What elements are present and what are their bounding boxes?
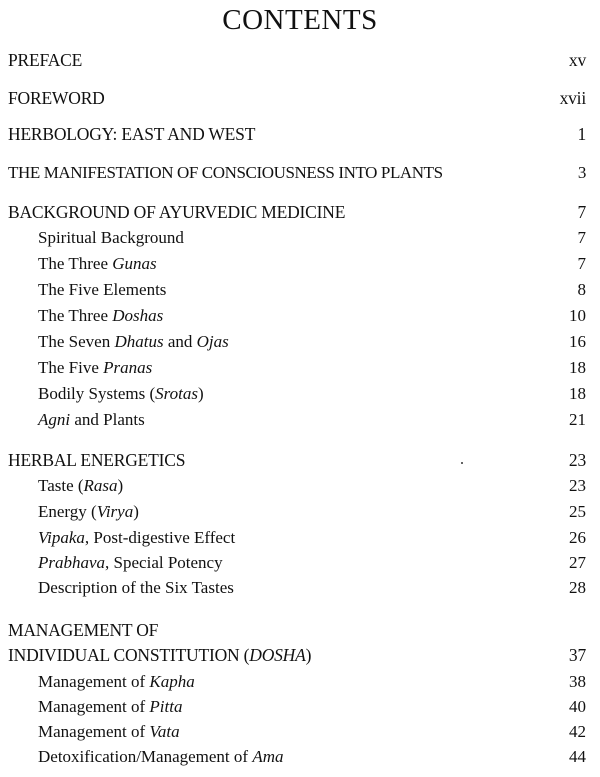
entry-label: The Three Doshas [38, 306, 164, 325]
toc-entry-herbal-energetics[interactable] [8, 450, 586, 474]
entry-page: 7 [577, 228, 586, 247]
entry-label: Prabhava, Special Potency [38, 553, 223, 572]
entry-label: HERBOLOGY: EAST AND WEST [8, 124, 256, 144]
entry-page: 23 [568, 450, 586, 470]
entry-page: 18 [569, 358, 586, 377]
entry-label: INDIVIDUAL CONSTITUTION (DOSHA) [8, 645, 312, 665]
entry-page: 10 [569, 306, 586, 325]
entry-label: Spiritual Background [38, 228, 184, 247]
toc-subentry[interactable] [38, 553, 586, 577]
entry-page: 28 [569, 578, 586, 597]
toc-subentry[interactable] [38, 697, 586, 721]
toc-subentry[interactable] [38, 228, 586, 252]
toc-subentry[interactable] [38, 747, 586, 771]
entry-label: Management of Kapha [38, 672, 195, 691]
toc-entry-manifestation[interactable] [8, 163, 586, 187]
entry-page: 26 [569, 528, 586, 547]
toc-subentry[interactable] [38, 384, 586, 408]
toc-subentry[interactable] [38, 332, 586, 356]
entry-label: THE MANIFESTATION OF CONSCIOUSNESS INTO PLANTS [8, 163, 443, 182]
entry-label: HERBAL ENERGETICS [8, 450, 186, 470]
toc-entry-management-heading: MANAGEMENT OF [8, 620, 159, 640]
entry-label: The Three Gunas [38, 254, 157, 273]
entry-page: 38 [569, 672, 586, 691]
entry-page: 1 [577, 124, 586, 144]
entry-label: The Five Pranas [38, 358, 153, 377]
entry-page: 21 [569, 410, 586, 429]
toc-subentry[interactable] [38, 476, 586, 500]
entry-page: 8 [577, 280, 586, 299]
entry-page: 23 [569, 476, 586, 495]
toc-subentry[interactable] [38, 528, 586, 552]
entry-label: Description of the Six Tastes [38, 578, 234, 597]
entry-label: Detoxification/Management of Ama [38, 747, 284, 766]
toc-subentry[interactable] [38, 254, 586, 278]
entry-page: 18 [569, 384, 586, 403]
toc-entry-herbology[interactable] [8, 124, 586, 148]
toc-subentry[interactable] [38, 672, 586, 696]
entry-page: 44 [569, 747, 586, 766]
entry-page: 37 [568, 645, 586, 665]
entry-label: Energy (Virya) [38, 502, 139, 521]
page-title: CONTENTS [222, 4, 378, 36]
entry-label: The Seven Dhatus and Ojas [38, 332, 229, 351]
print-speck [461, 462, 463, 464]
entry-page: 42 [569, 722, 586, 741]
entry-label: Management of Pitta [38, 697, 183, 716]
entry-page: 16 [569, 332, 586, 351]
entry-label: PREFACE [8, 50, 83, 70]
toc-subentry[interactable] [38, 578, 586, 602]
entry-label: Management of Vata [38, 722, 180, 741]
toc-subentry[interactable] [38, 358, 586, 382]
entry-label: Taste (Rasa) [38, 476, 124, 495]
entry-label: Vipaka, Post-digestive Effect [38, 528, 236, 547]
entry-label: Bodily Systems (Srotas) [38, 384, 204, 403]
entry-page: xv [568, 50, 586, 70]
toc-subentry[interactable] [38, 502, 586, 526]
toc-entry-foreword[interactable] [8, 88, 586, 112]
toc-subentry[interactable] [38, 410, 586, 434]
entry-label: The Five Elements [38, 280, 167, 299]
entry-label: Agni and Plants [38, 410, 145, 429]
entry-page: 7 [577, 254, 586, 273]
entry-page: xvii [559, 88, 586, 108]
entry-label: BACKGROUND OF AYURVEDIC MEDICINE [8, 202, 346, 222]
toc-entry-preface[interactable] [8, 50, 586, 74]
entry-page: 40 [569, 697, 586, 716]
toc-subentry[interactable] [38, 722, 586, 746]
toc-entry-management[interactable] [8, 645, 586, 669]
toc-entry-background[interactable] [8, 202, 586, 226]
entry-page: 3 [577, 163, 586, 182]
entry-page: 25 [569, 502, 586, 521]
toc-subentry[interactable] [38, 306, 586, 330]
entry-page: 7 [577, 202, 586, 222]
entry-label: FOREWORD [8, 88, 105, 108]
toc-subentry[interactable] [38, 280, 586, 304]
entry-page: 27 [569, 553, 586, 572]
